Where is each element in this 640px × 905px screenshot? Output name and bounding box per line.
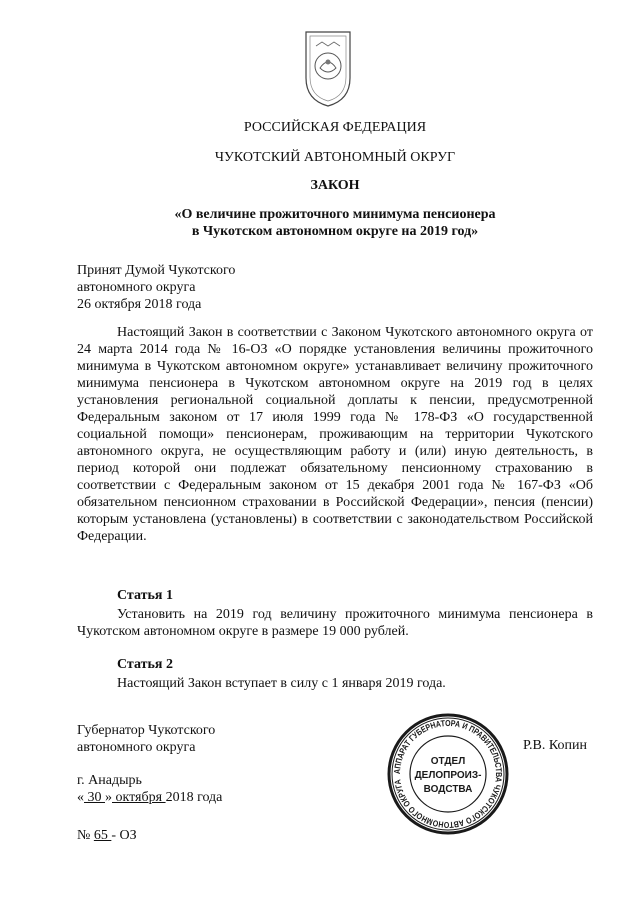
sign-date	[77, 789, 222, 806]
office-stamp	[386, 712, 510, 836]
sign-month: октября	[112, 790, 166, 805]
number-value: 65	[93, 828, 112, 843]
number-suffix: - ОЗ	[111, 828, 137, 843]
signatory-name: Р.В. Копин	[523, 738, 587, 753]
stamp-center-line: ОТДЕЛ	[430, 756, 466, 767]
law-number	[77, 827, 137, 844]
article-1-text: Установить на 2019 год величину прожиточного минимума пенсионера в Чукотском автономном округе в размере 19 000 рублей.	[77, 607, 593, 639]
stamp-ring-text: АППАРАТ ГУБЕРНАТОРА И ПРАВИТЕЛЬСТВА ЧУКОТСКОГО АВТОНОМНОГО ОКРУГА	[391, 717, 505, 831]
sign-year: 2018 года	[165, 790, 223, 805]
place: г. Анадырь	[77, 773, 142, 788]
adoption-date: 26 октября 2018 года	[77, 297, 202, 312]
law-title	[0, 206, 640, 240]
quote-open: «	[77, 790, 84, 805]
quote-close: »	[105, 790, 112, 805]
place-and-date	[77, 772, 222, 806]
coat-of-arms-icon	[302, 26, 354, 110]
preamble-paragraph: Настоящий Закон в соответствии с Законом Чукотского автономного округа от 24 марта 2014 года № 16-ОЗ «О порядке установления величины прожиточного минимума в Чукотском автономном округе» устанавливает величину прожиточного минимума пенсионера в Чукотском автономном округе на 2019 год в целях установления региональной социальной доплаты к пенсии, предусмотренной Федеральным законом от 17 июля 1999 года № 178-ФЗ «О государственной социальной помощи» пенсионерам, проживающим на территории Чукотского автономного округа, не осуществляющим работу и (или) иную деятельность, в период которой они подлежат обязательному пенсионному страхованию в соответствии с Федеральным законом от 15 декабря 2001 года № 167-ФЗ «Об обязательном пенсионном страховании в Российской Федерации», пенсия (пенсии) которым установлена (установлены) в соответствии с законодательством Российской Федерации.	[77, 325, 593, 544]
article-1-heading: Статья 1	[117, 588, 173, 603]
signature-block	[77, 722, 215, 756]
region-heading: ЧУКОТСКИЙ АВТОНОМНЫЙ ОКРУГ	[214, 150, 456, 165]
adoption-line: Принят Думой Чукотского	[77, 263, 236, 278]
sign-day: 30	[84, 790, 105, 805]
doc-type-heading: ЗАКОН	[310, 178, 360, 193]
article-2-text: Настоящий Закон вступает в силу с 1 января 2019 года.	[117, 676, 446, 691]
law-title-line: «О величине прожиточного минимума пенсионера	[174, 207, 496, 222]
stamp-center-line: ВОДСТВА	[423, 784, 473, 795]
signature-position-line: Губернатор Чукотского	[77, 723, 216, 738]
signature-position-line: автономного округа	[77, 740, 196, 755]
number-prefix: №	[77, 828, 94, 843]
stamp-center-line: ДЕЛОПРОИЗ-	[414, 770, 482, 781]
law-title-line: в Чукотском автономном округе на 2019 год»	[191, 224, 479, 239]
adoption-line: автономного округа	[77, 280, 196, 295]
adoption-block	[77, 262, 235, 313]
article-2-heading: Статья 2	[117, 657, 173, 672]
country-heading: РОССИЙСКАЯ ФЕДЕРАЦИЯ	[243, 120, 427, 135]
